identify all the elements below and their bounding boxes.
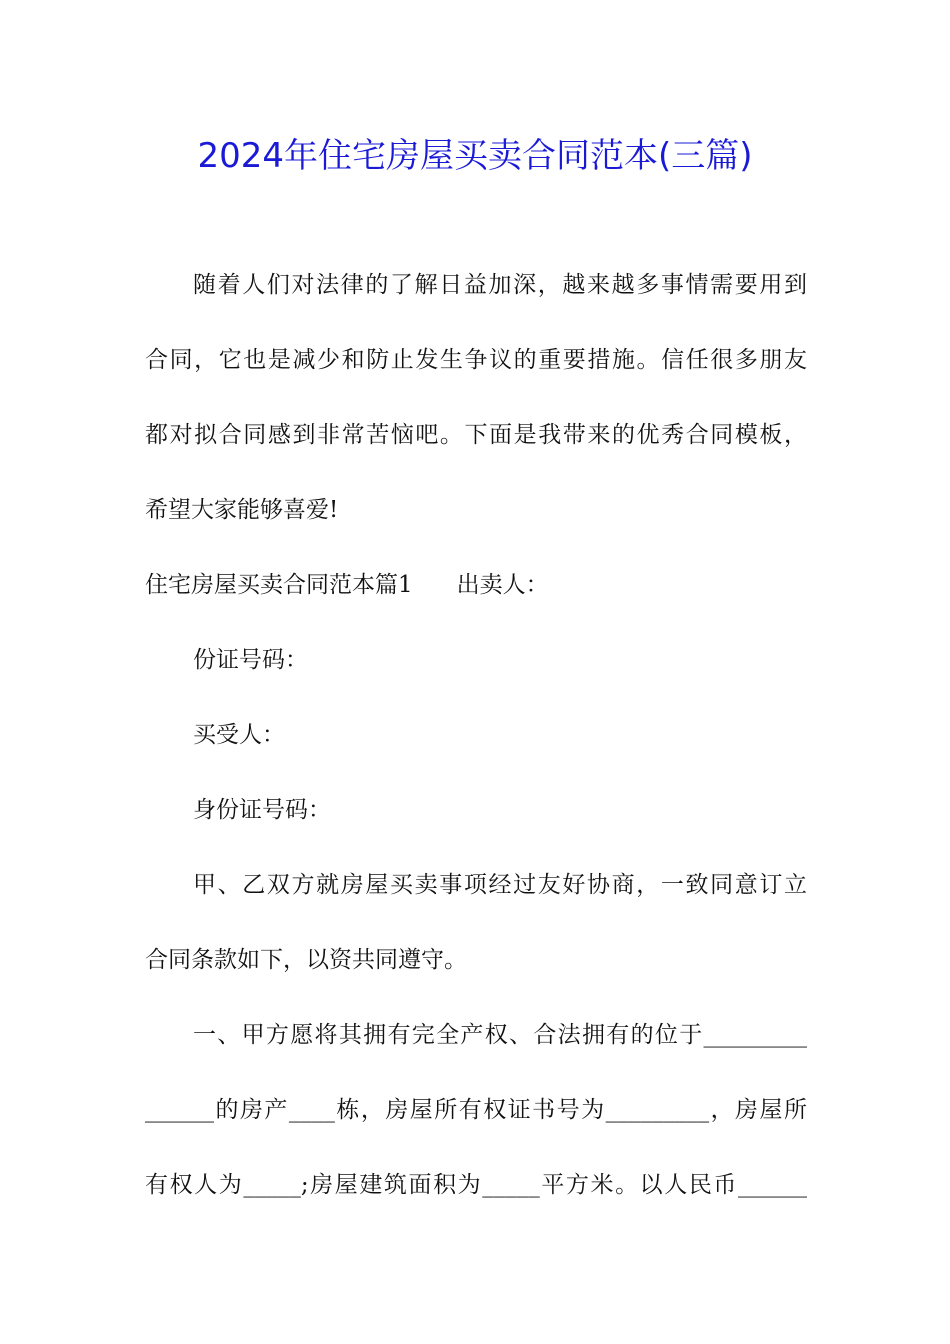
section-heading-line bbox=[145, 570, 549, 600]
paragraph-line: 都对拟合同感到非常苦恼吧。下面是我带来的优秀合同模板， bbox=[145, 422, 807, 448]
section-heading: 住宅房屋买卖合同范本篇1 bbox=[145, 572, 413, 598]
clause-line: ______的房产____栋，房屋所有权证书号为_________，房屋所 bbox=[145, 1097, 807, 1123]
paragraph-line: 随着人们对法律的了解日益加深，越来越多事情需要用到 bbox=[193, 272, 807, 298]
document-title: 2024年住宅房屋买卖合同范本(三篇) bbox=[197, 136, 753, 176]
clause-line: 一、甲方愿将其拥有完全产权、合法拥有的位于_________ bbox=[193, 1022, 807, 1048]
seller-label: 出卖人： bbox=[456, 572, 549, 598]
buyer-label: 买受人： bbox=[193, 722, 285, 748]
buyer-id-number-label: 身份证号码： bbox=[193, 797, 331, 823]
clause-line: 有权人为_____;房屋建筑面积为_____平方米。以人民币______ bbox=[145, 1172, 807, 1198]
paragraph-line: 希望大家能够喜爱! bbox=[145, 497, 339, 523]
id-number-label: 份证号码： bbox=[193, 647, 308, 673]
paragraph-line: 甲、乙双方就房屋买卖事项经过友好协商，一致同意订立 bbox=[193, 872, 807, 898]
paragraph-line: 合同条款如下，以资共同遵守。 bbox=[145, 947, 467, 973]
paragraph-line: 合同，它也是减少和防止发生争议的重要措施。信任很多朋友 bbox=[145, 347, 807, 373]
